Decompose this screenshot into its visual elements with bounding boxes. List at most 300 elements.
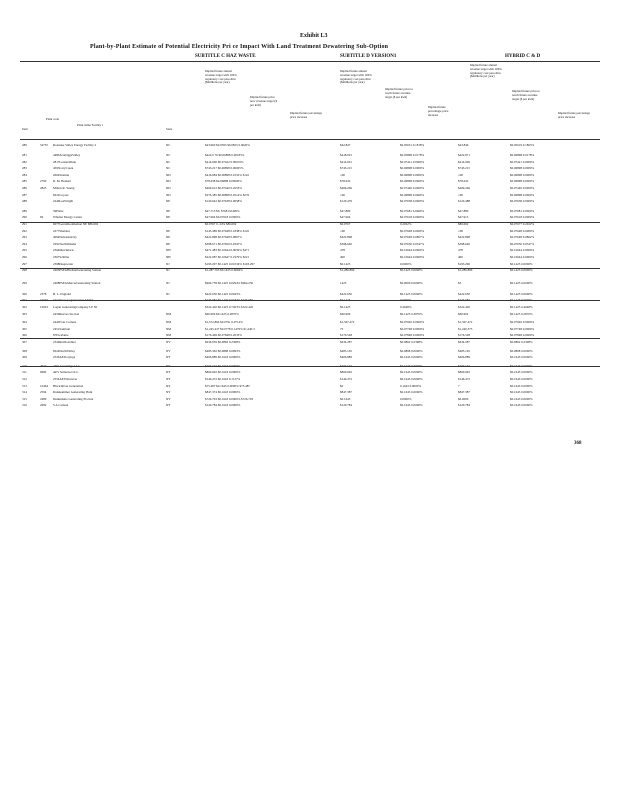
cell-dp: $0.06898 0.0000%: [400, 166, 425, 171]
cell-hp: $0.07681 0.0000%: [510, 208, 535, 213]
cell-state: NH: [166, 248, 171, 253]
cell-d: $847.387: [340, 390, 352, 395]
cell-hp: $0.0862 0.2398%: [510, 340, 533, 344]
cell-hp: $0.06898 0.0000%: [510, 179, 535, 184]
cell-h: $259.164: [458, 363, 470, 368]
cell-code: 6082: [40, 370, 47, 375]
cell-state: NE: [166, 228, 171, 233]
cell-h: $3: [458, 281, 462, 286]
cell-hp: $0.07848 0.0000%: [510, 333, 535, 338]
cell-code: 2823: [40, 186, 47, 190]
table-row: [0, 214, 618, 220]
table-row: [0, 402, 618, 408]
cell-name: 2277Sheldon: [53, 228, 70, 233]
cell-hp: $0.1425 0.0000%: [510, 268, 533, 273]
cell-name: Milton R. Young: [53, 186, 75, 190]
cell-c: $66.909 $0.1425 0.2870%: [205, 311, 239, 316]
cell-d: $42.847: [340, 143, 351, 147]
cell-code: 10043: [40, 305, 48, 309]
cell-h: $1,567.472: [458, 320, 473, 325]
cell-item: 312: [22, 377, 27, 381]
cell-state: NY: [166, 403, 171, 408]
cell-dp: $0.0000 0.0000%: [400, 281, 423, 286]
cell-c: $43.960 $0.0593 $0.0825 0.0620%: [205, 143, 250, 147]
cell-name: 87Escalante: [53, 333, 69, 338]
cell-h: $860.692: [458, 370, 470, 375]
cell-h: $634.287: [458, 340, 470, 344]
table-row: [0, 383, 618, 389]
cell-d: $120.784: [340, 403, 352, 408]
cell-state: NC: [166, 159, 171, 164]
cell-c: $416.084 $0.06898 0.0152% $116: [205, 172, 249, 177]
cell-c: $743.217 $0.06898 0.00005%: [205, 166, 244, 171]
cell-d: $0.1425: [340, 261, 351, 266]
cell-state: NV: [166, 348, 171, 353]
cell-h: $1,286.896: [458, 268, 473, 273]
cell-state: ND: [166, 192, 171, 197]
cell-hp: $0.1643 0.0000%: [510, 383, 533, 388]
cell-hp: $0.1643 0.0000%: [510, 370, 533, 375]
cell-dp: 0.0000%: [400, 261, 412, 266]
cell-d: $47.880: [340, 208, 351, 213]
cell-state: NE: [166, 241, 171, 246]
cell-dp: $0.1643 0.0000%: [400, 377, 423, 381]
cell-name: 2291NorthOmaha: [53, 241, 77, 246]
col-header-h-price: Implied future price to reach future revenue target ($ per kwh): [512, 89, 540, 101]
cell-state: NJ: [166, 268, 170, 273]
exhibit-label: Exhibit L3: [300, 33, 328, 39]
cell-d: $418.001: [340, 153, 352, 157]
cell-h: $469.266: [458, 186, 470, 190]
cell-item: 316: [22, 403, 27, 408]
cell-item: 315: [22, 396, 27, 401]
table-row: [0, 198, 618, 204]
cell-name: Logan GeneratingCompany LP NJ: [53, 305, 98, 309]
cell-item: 288: [22, 199, 27, 204]
cell-item: 314: [22, 390, 27, 395]
cell-c: $422.650 $0.1425 0.0043%: [205, 291, 241, 296]
cell-hp: $0.07440 0.0000%: [510, 186, 535, 190]
cell-item: 280: [22, 143, 27, 147]
cell-name: 2450Reeves Sta tion: [53, 311, 80, 316]
group-separator: [20, 366, 600, 367]
cell-state: NH: [166, 255, 171, 259]
cell-h: $236.082: [458, 298, 470, 303]
cell-hp: $0.10644 0.0000%: [510, 248, 535, 253]
cell-c: $1,245.437 $0.0778 0.1479% $1,240.3: [205, 326, 255, 331]
cell-c: $469.612 $0.07440 0.4553%: [205, 186, 242, 190]
cell-item: 304: [22, 320, 27, 325]
cell-h: $414.006: [458, 159, 470, 164]
table-row: [0, 326, 618, 332]
col-header-state: State: [166, 127, 173, 131]
cell-state: NY: [166, 370, 171, 375]
table-row: [0, 339, 618, 345]
table-row: [0, 247, 618, 253]
cell-d: $1,567.472: [340, 320, 355, 325]
cell-name: 6077GeraldGentleman NE $86.692: [53, 222, 99, 226]
cell-state: NE: [166, 235, 171, 240]
cell-c: $47.904 $0.07618 0.0000%: [205, 215, 241, 220]
cell-hp: $0.07902 0.0000%: [510, 320, 535, 325]
cell-h: $422.650: [458, 291, 470, 296]
cell-c: $0.0767 0. 24% $86.692: [205, 222, 237, 226]
cell-dp: $0.10644 0.0000%: [400, 248, 425, 253]
cell-dp: $0.1643 0.0000%: [400, 355, 423, 360]
cell-name: 2442Four Corners: [53, 320, 77, 325]
cell-name: R. M. Heskett: [53, 179, 71, 184]
cell-state: NJ: [166, 261, 170, 266]
table-row: [0, 228, 618, 234]
cell-c: $422.898 $0.07648 0.0867%: [205, 235, 242, 240]
cell-name: S A Carlson: [53, 403, 69, 408]
cell-item: 294: [22, 241, 27, 246]
cell-item: 311: [22, 370, 27, 375]
cell-name: 2364Merrimack: [53, 248, 74, 253]
cell-c: $406.889 $0.1643 0.0000%: [205, 355, 241, 360]
cell-item: 305: [22, 326, 27, 331]
cell-name: 2403PSEGHudsonGenerating Station: [53, 268, 102, 273]
group-separator: [20, 300, 600, 301]
table-row: [0, 291, 618, 297]
cell-name: 59Platte: [53, 208, 64, 213]
cell-item: 291: [22, 222, 27, 226]
cell-c: $259.164 $0.1643 0.0000%: [205, 363, 241, 368]
cell-dp: 0.1643 0.0000%: [400, 383, 421, 388]
col-header-d-price: Implied future price to reach future revenue target ($ per kwh): [385, 87, 413, 99]
cell-d: $422.650: [340, 291, 352, 296]
cell-code: 2682: [40, 403, 47, 408]
cell-dp: $0.07650 0.0347%: [400, 241, 425, 246]
cell-c: $78.638 $0.06898 0.00000%: [205, 179, 242, 184]
cell-c: $485.392 $0.0898 0.0993%: [205, 348, 241, 353]
cell-c: $860.692 $0.1643 0.0000%: [205, 370, 241, 375]
cell-h: $406.889: [458, 355, 470, 360]
cell-dp: $0.1425 0.2870%: [400, 311, 423, 316]
col-header-plant-name: Plant name Facility 1: [77, 123, 104, 127]
cell-item: 293: [22, 235, 27, 240]
cell-h: $146.472: [458, 377, 470, 381]
table-row: [0, 165, 618, 171]
cell-name: 8222Coyote: [53, 192, 69, 197]
cell-h: $322.426: [458, 305, 470, 309]
table-row: [0, 376, 618, 382]
cell-hp: $0.07618 0.0000%: [510, 215, 535, 220]
cell-h: $422.871: [458, 153, 470, 157]
cell-c: $414.006 $0.07422 0.00019%: [205, 159, 244, 164]
cell-hp: $0.1643 0.0000%: [510, 396, 533, 401]
cell-code: 54755: [40, 143, 48, 147]
cell-code: 10566: [40, 298, 48, 303]
page-number: 368: [574, 441, 582, 446]
cell-hp: $0.06898 0.0000%: [510, 172, 535, 177]
cell-dp: $0.0898 0.0000%: [400, 348, 423, 353]
cell-item: 303: [22, 311, 27, 316]
cell-hp: $0.07648 0.0862%: [510, 235, 535, 240]
cell-name: 2324ReidGardner: [53, 340, 76, 344]
cell-hp: $0.1425 0.0000%: [510, 261, 533, 266]
cell-c: $726.793 $0.1643 0.0000% $726.793: [205, 396, 254, 401]
cell-d: $120.479: [340, 199, 352, 204]
cell-state: NY: [166, 383, 171, 388]
cell-state: NM: [166, 311, 172, 316]
col-header-h-pct: Implied future percentage price increase: [558, 111, 590, 119]
cell-item: 282: [22, 159, 27, 164]
cell-item: 307: [22, 340, 27, 344]
cell-d: $414.001: [340, 159, 352, 164]
col-header-d-revenue: Implied future annual revenue target with 100% regulatory cost pass-thru ($millions per year): [340, 69, 372, 85]
cell-item: 300: [22, 291, 27, 296]
cell-dp: $0.07421 0.0000%: [400, 159, 425, 164]
cell-name: Black River Generation: [53, 383, 84, 388]
cell-dp: $0.1643 0.0000%: [400, 390, 423, 395]
cell-state: NY: [166, 390, 171, 395]
cell-hp: $0.06898 0.0178%: [510, 153, 535, 157]
cell-d: $469.266: [340, 186, 352, 190]
cell-state: NJ: [166, 281, 170, 286]
cell-h: 7: [458, 383, 460, 388]
subtitle-c: SUBTITLE C HAZ WASTE: [195, 54, 256, 59]
cell-code: 2790: [40, 179, 47, 184]
cell-state: NE: [166, 215, 171, 220]
cell-c: $276.385 $0.06898 0.0514% $276: [205, 192, 250, 197]
table-row: [0, 159, 618, 165]
header-rule-bottom: [20, 139, 600, 140]
table-row: [0, 304, 618, 310]
cell-name: 2398Deepwater: [53, 261, 74, 266]
table-row: [0, 396, 618, 402]
cell-dp: $0.07848 0.0000%: [400, 333, 425, 338]
cell-d: $0.1643: [340, 396, 351, 401]
cell-name: Danskammer Generating Plant: [53, 390, 93, 395]
cell-c: $146.472 $0.1643 0.1127%: [205, 377, 241, 381]
cell-dp: 0.4648%: [400, 305, 412, 309]
cell-d: $634.287: [340, 340, 352, 344]
cell-state: NM: [166, 333, 172, 338]
col-header-c-pct: Implied future percentage price increase: [290, 111, 322, 119]
cell-state: NE: [166, 199, 171, 204]
cell-state: NJ: [166, 291, 170, 296]
cell-h: $0.0000: [458, 396, 469, 401]
cell-name: 4480ArrabiggsValley: [53, 153, 81, 157]
cell-code: 10464: [40, 383, 48, 388]
cell-hp: $0.07648 0.0000%: [510, 228, 535, 233]
cell-hp: $0.1643 0.0000%: [510, 403, 533, 408]
cell-hp: $0.0898 0.0000%: [510, 348, 533, 353]
table-row: [0, 280, 618, 286]
cell-state: NY: [166, 396, 171, 401]
cell-h: $120.488: [458, 199, 470, 204]
cell-item: 313: [22, 383, 27, 388]
cell-dp: $0.07440 0.0000%: [400, 186, 425, 190]
page-title: Plant-by-Plant Estimate of Potential Electricity Pri ce Impact With Land Treatment Dewatering Sub-Option: [90, 44, 389, 50]
cell-name: Chambers Cogeneration LP NJ: [53, 298, 93, 303]
cell-d: $78.632: [340, 179, 351, 184]
cell-item: 298: [22, 268, 27, 273]
table-row: [0, 208, 618, 214]
cell-name: 8224NorthValley: [53, 348, 75, 353]
cell-code: 2480: [40, 396, 47, 401]
cell-state: NM: [166, 320, 172, 325]
cell-item: 309: [22, 355, 27, 360]
cell-state: NY: [166, 355, 171, 360]
cell-dp: $0.07648 0.0000%: [400, 228, 425, 233]
cell-c: $75.487 $0.1643 0.0000% $75.487: [205, 383, 250, 388]
cell-c: $222.087 $0.10647 0.1979% $221: [205, 255, 250, 259]
cell-item: 299: [22, 281, 27, 286]
cell-h: 400: [458, 255, 463, 259]
cell-state: NY: [166, 377, 171, 381]
cell-h: $743.215: [458, 166, 470, 171]
table-row: [0, 254, 618, 260]
col-header-item: Item: [22, 127, 28, 131]
cell-hp: $0.1643 0.0000%: [510, 355, 533, 360]
cell-hp: $0.1425 0.4648%: [510, 305, 533, 309]
cell-item: 301: [22, 298, 27, 303]
cell-h: $485.165: [458, 348, 470, 353]
cell-dp: $0.1425 0.0000%: [400, 291, 423, 296]
table-row: [0, 354, 618, 360]
cell-name: 2554AESWestover: [53, 377, 78, 381]
cell-dp: $0.1643 0.0000%: [400, 403, 423, 408]
cell-dp: $0.07902 0.0000%: [400, 320, 425, 325]
cell-hp: $0.1425 0.2870%: [510, 311, 533, 316]
cell-dp: $0.1643 0.0000%: [400, 370, 423, 375]
cell-hp: $0.1425 0.0000%: [510, 281, 533, 286]
cell-d: $0: [340, 383, 344, 388]
cell-name: 2817LeonardDale: [53, 159, 77, 164]
cell-item: 285: [22, 179, 27, 184]
group-separator: [20, 338, 600, 339]
table-row: [0, 261, 618, 267]
table-row: [0, 234, 618, 240]
cell-item: 284: [22, 172, 27, 177]
cell-c: $398.671 $0.07650 0.0347%: [205, 241, 242, 246]
cell-hp: $0.1425 0.0000%: [510, 298, 533, 303]
cell-hp: $0.07638 0.0000%: [510, 199, 535, 204]
cell-hp: $0.1643 0.0000%: [510, 363, 533, 368]
cell-hp: $0.07421 0.0000%: [510, 159, 535, 164]
cell-d: $0.1425: [340, 305, 351, 309]
cell-hp: $0.06898 0.0000%: [510, 166, 535, 171]
cell-h: $120.784: [458, 403, 470, 408]
cell-hp: $0.1643 0.0000%: [510, 390, 533, 395]
cell-name: AES Greenidge LLC: [53, 363, 80, 368]
cell-state: ND: [166, 186, 171, 190]
table-row: [0, 178, 618, 184]
cell-c: $634.959 $0.0862 0.2398%: [205, 340, 241, 344]
cell-dp: $0.0862 0.2398%: [400, 340, 423, 344]
cell-item: 289: [22, 208, 27, 213]
cell-name: 2604Stanton: [53, 172, 70, 177]
cell-d: $66.909: [340, 311, 351, 316]
cell-c: $236.082 $0.1425 0.0184% $236.082: [205, 298, 254, 303]
cell-c: $193.297 $0.1425 0.01034% $193.297: [205, 261, 255, 266]
cell-item: 302: [22, 305, 27, 309]
cell-h: $43.846: [458, 143, 469, 147]
cell-h: =00: [458, 192, 463, 197]
cell-d: $146.472: [340, 377, 352, 381]
cell-item: 295: [22, 248, 27, 253]
cell-d: $398.640: [340, 241, 352, 246]
cell-name: B. L. England: [53, 291, 71, 296]
cell-dp: $0.10644 0.0000%: [400, 255, 425, 259]
cell-dp: $0.07681 0.0000%: [400, 208, 425, 213]
cell-name: 2451SanJuan: [53, 326, 70, 331]
cell-d: $0.1425: [340, 298, 351, 303]
table-row: [0, 369, 618, 375]
cell-h: $176.528: [458, 333, 470, 338]
cell-code: 2378: [40, 291, 47, 296]
cell-name: 4593CaryCreek: [53, 166, 74, 171]
cell-d: =00: [340, 228, 345, 233]
cell-d: =00: [340, 192, 345, 197]
col-header-c-price: Implied future price now revenue target ($ per kwh): [250, 95, 278, 107]
cell-c: $120.642 $0.07638 0.0058%: [205, 199, 242, 204]
cell-name: 2367Schiller: [53, 255, 70, 259]
cell-item: 310: [22, 363, 27, 368]
cell-c: $322.426 $0.1425 0.7463% $322.426: [205, 305, 254, 309]
cell-item: 283: [22, 166, 27, 171]
subtitle-hybrid: HYBRID C & D: [505, 54, 541, 59]
cell-h: $47.880: [458, 208, 469, 213]
subtitle-d: SUBTITLE D VERSION1: [340, 54, 397, 59]
cell-state: NC: [166, 153, 171, 157]
cell-dp: $0.1425 0.0000%: [400, 268, 423, 273]
cell-item: 292: [22, 228, 27, 233]
cell-state: ND: [166, 172, 171, 177]
table-row: [0, 319, 618, 325]
cell-dp: $0.05651 0.1818%: [400, 143, 425, 147]
cell-d: $485.165: [340, 348, 352, 353]
table-row: [0, 142, 618, 148]
cell-d: $0.0767: [340, 222, 351, 226]
cell-d: $406.889: [340, 355, 352, 360]
cell-d: $743.215: [340, 166, 352, 171]
col-header-d-pct: Implied future percentage price increase: [428, 105, 449, 117]
header-rule-top: [20, 61, 600, 62]
cell-h: $847.387: [458, 390, 470, 395]
cell-h: $422.898: [458, 235, 470, 240]
table-row: [0, 348, 618, 354]
cell-dp: $0.07648 0.0867%: [400, 235, 425, 240]
cell-state: NC: [166, 143, 171, 147]
cell-dp: $0.07748 0.0000%: [400, 326, 425, 331]
cell-hp: $0.10644 0.0000%: [510, 255, 535, 259]
cell-dp: 0.2022%: [400, 222, 412, 226]
cell-state: NV: [166, 340, 171, 344]
cell-state: ND: [166, 179, 171, 184]
cell-code: 2594: [40, 390, 47, 395]
cell-h: =00: [458, 228, 463, 233]
cell-h: =00: [458, 172, 463, 177]
cell-c: $1,287.703 $0.1425 0.0094%: [205, 268, 243, 273]
cell-name: 2408PSEGMercerGenerating Station: [53, 281, 101, 286]
cell-item: 286: [22, 186, 27, 190]
table-row: [0, 172, 618, 178]
cell-name: Whelan Energy Center: [53, 215, 83, 220]
cell-name: Roanoke Valley Energy Facility 2: [53, 143, 97, 147]
cell-name: 2526AESCayuga: [53, 355, 76, 360]
cell-h: $78.632: [458, 179, 469, 184]
cell-state: NY: [166, 363, 171, 368]
cell-c: $471.483 $0.10644 0.0059% $471: [205, 248, 250, 253]
cell-h: 478: [458, 248, 463, 253]
cell-d: $259.164: [340, 363, 352, 368]
cell-hp: $0.1425 0.0000%: [510, 291, 533, 296]
cell-dp: $0.05898 0.0178%: [400, 153, 425, 157]
cell-item: 296: [22, 255, 27, 259]
